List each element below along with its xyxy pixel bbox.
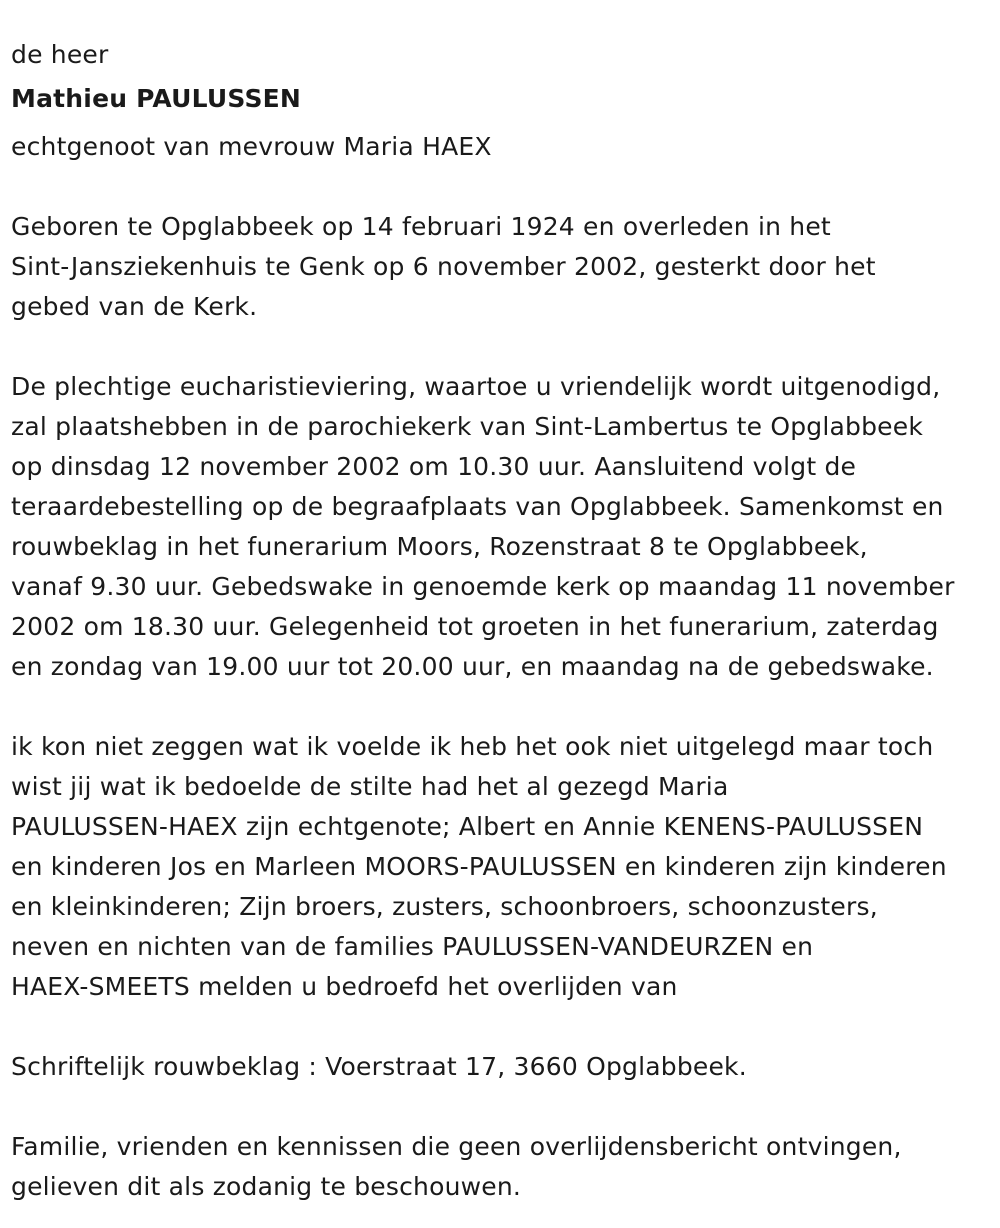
text-line: rouwbeklag in het funerarium Moors, Rozenstraat 8 te Opglabbeek, bbox=[11, 532, 868, 561]
text-line: De plechtige eucharistieviering, waartoe u vriendelijk wordt uitgenodigd, bbox=[11, 372, 941, 401]
text-line: en kleinkinderen; Zijn broers, zusters, schoonbroers, schoonzusters, bbox=[11, 892, 878, 921]
obituary-header bbox=[11, 39, 990, 167]
text-line: Sint-Jansziekenhuis te Genk op 6 november 2002, gesterkt door het bbox=[11, 252, 876, 281]
text-line: wist jij wat ik bedoelde de stilte had het al gezegd Maria bbox=[11, 772, 729, 801]
family-paragraph bbox=[11, 727, 990, 1007]
text-line: HAEX-SMEETS melden u bedroefd het overlijden van bbox=[11, 972, 678, 1001]
text-line: teraardebestelling op de begraafplaats van Opglabbeek. Samenkomst en bbox=[11, 492, 944, 521]
text-line: gebed van de Kerk. bbox=[11, 292, 258, 321]
ceremony-paragraph bbox=[11, 367, 990, 687]
birth-death-paragraph bbox=[11, 207, 990, 327]
text-line: vanaf 9.30 uur. Gebedswake in genoemde kerk op maandag 11 november bbox=[11, 572, 955, 601]
text-line: ik kon niet zeggen wat ik voelde ik heb het ook niet uitgelegd maar toch bbox=[11, 732, 934, 761]
text-line: en kinderen Jos en Marleen MOORS-PAULUSSEN en kinderen zijn kinderen bbox=[11, 852, 947, 881]
text-line: en zondag van 19.00 uur tot 20.00 uur, en maandag na de gebedswake. bbox=[11, 652, 934, 681]
text-line: zal plaatshebben in de parochiekerk van Sint-Lambertus te Opglabbeek bbox=[11, 412, 924, 441]
text-line: op dinsdag 12 november 2002 om 10.30 uur. Aansluitend volgt de bbox=[11, 452, 857, 481]
deceased-name: Mathieu PAULUSSEN bbox=[11, 84, 302, 113]
condolence-address: Schriftelijk rouwbeklag : Voerstraat 17, 3660 Opglabbeek. bbox=[11, 1052, 747, 1081]
spouse-line: echtgenoot van mevrouw Maria HAEX bbox=[11, 132, 492, 161]
condolence-paragraph bbox=[11, 1047, 990, 1087]
text-line: Geboren te Opglabbeek op 14 februari 1924 en overleden in het bbox=[11, 212, 831, 241]
text-line: gelieven dit als zodanig te beschouwen. bbox=[11, 1172, 522, 1201]
text-line: PAULUSSEN-HAEX zijn echtgenote; Albert en Annie KENENS-PAULUSSEN bbox=[11, 812, 924, 841]
closing-paragraph bbox=[11, 1127, 990, 1207]
text-line: neven en nichten van de families PAULUSSEN-VANDEURZEN en bbox=[11, 932, 814, 961]
text-line: Familie, vrienden en kennissen die geen overlijdensbericht ontvingen, bbox=[11, 1132, 902, 1161]
salutation: de heer bbox=[11, 40, 109, 69]
text-line: 2002 om 18.30 uur. Gelegenheid tot groeten in het funerarium, zaterdag bbox=[11, 612, 939, 641]
